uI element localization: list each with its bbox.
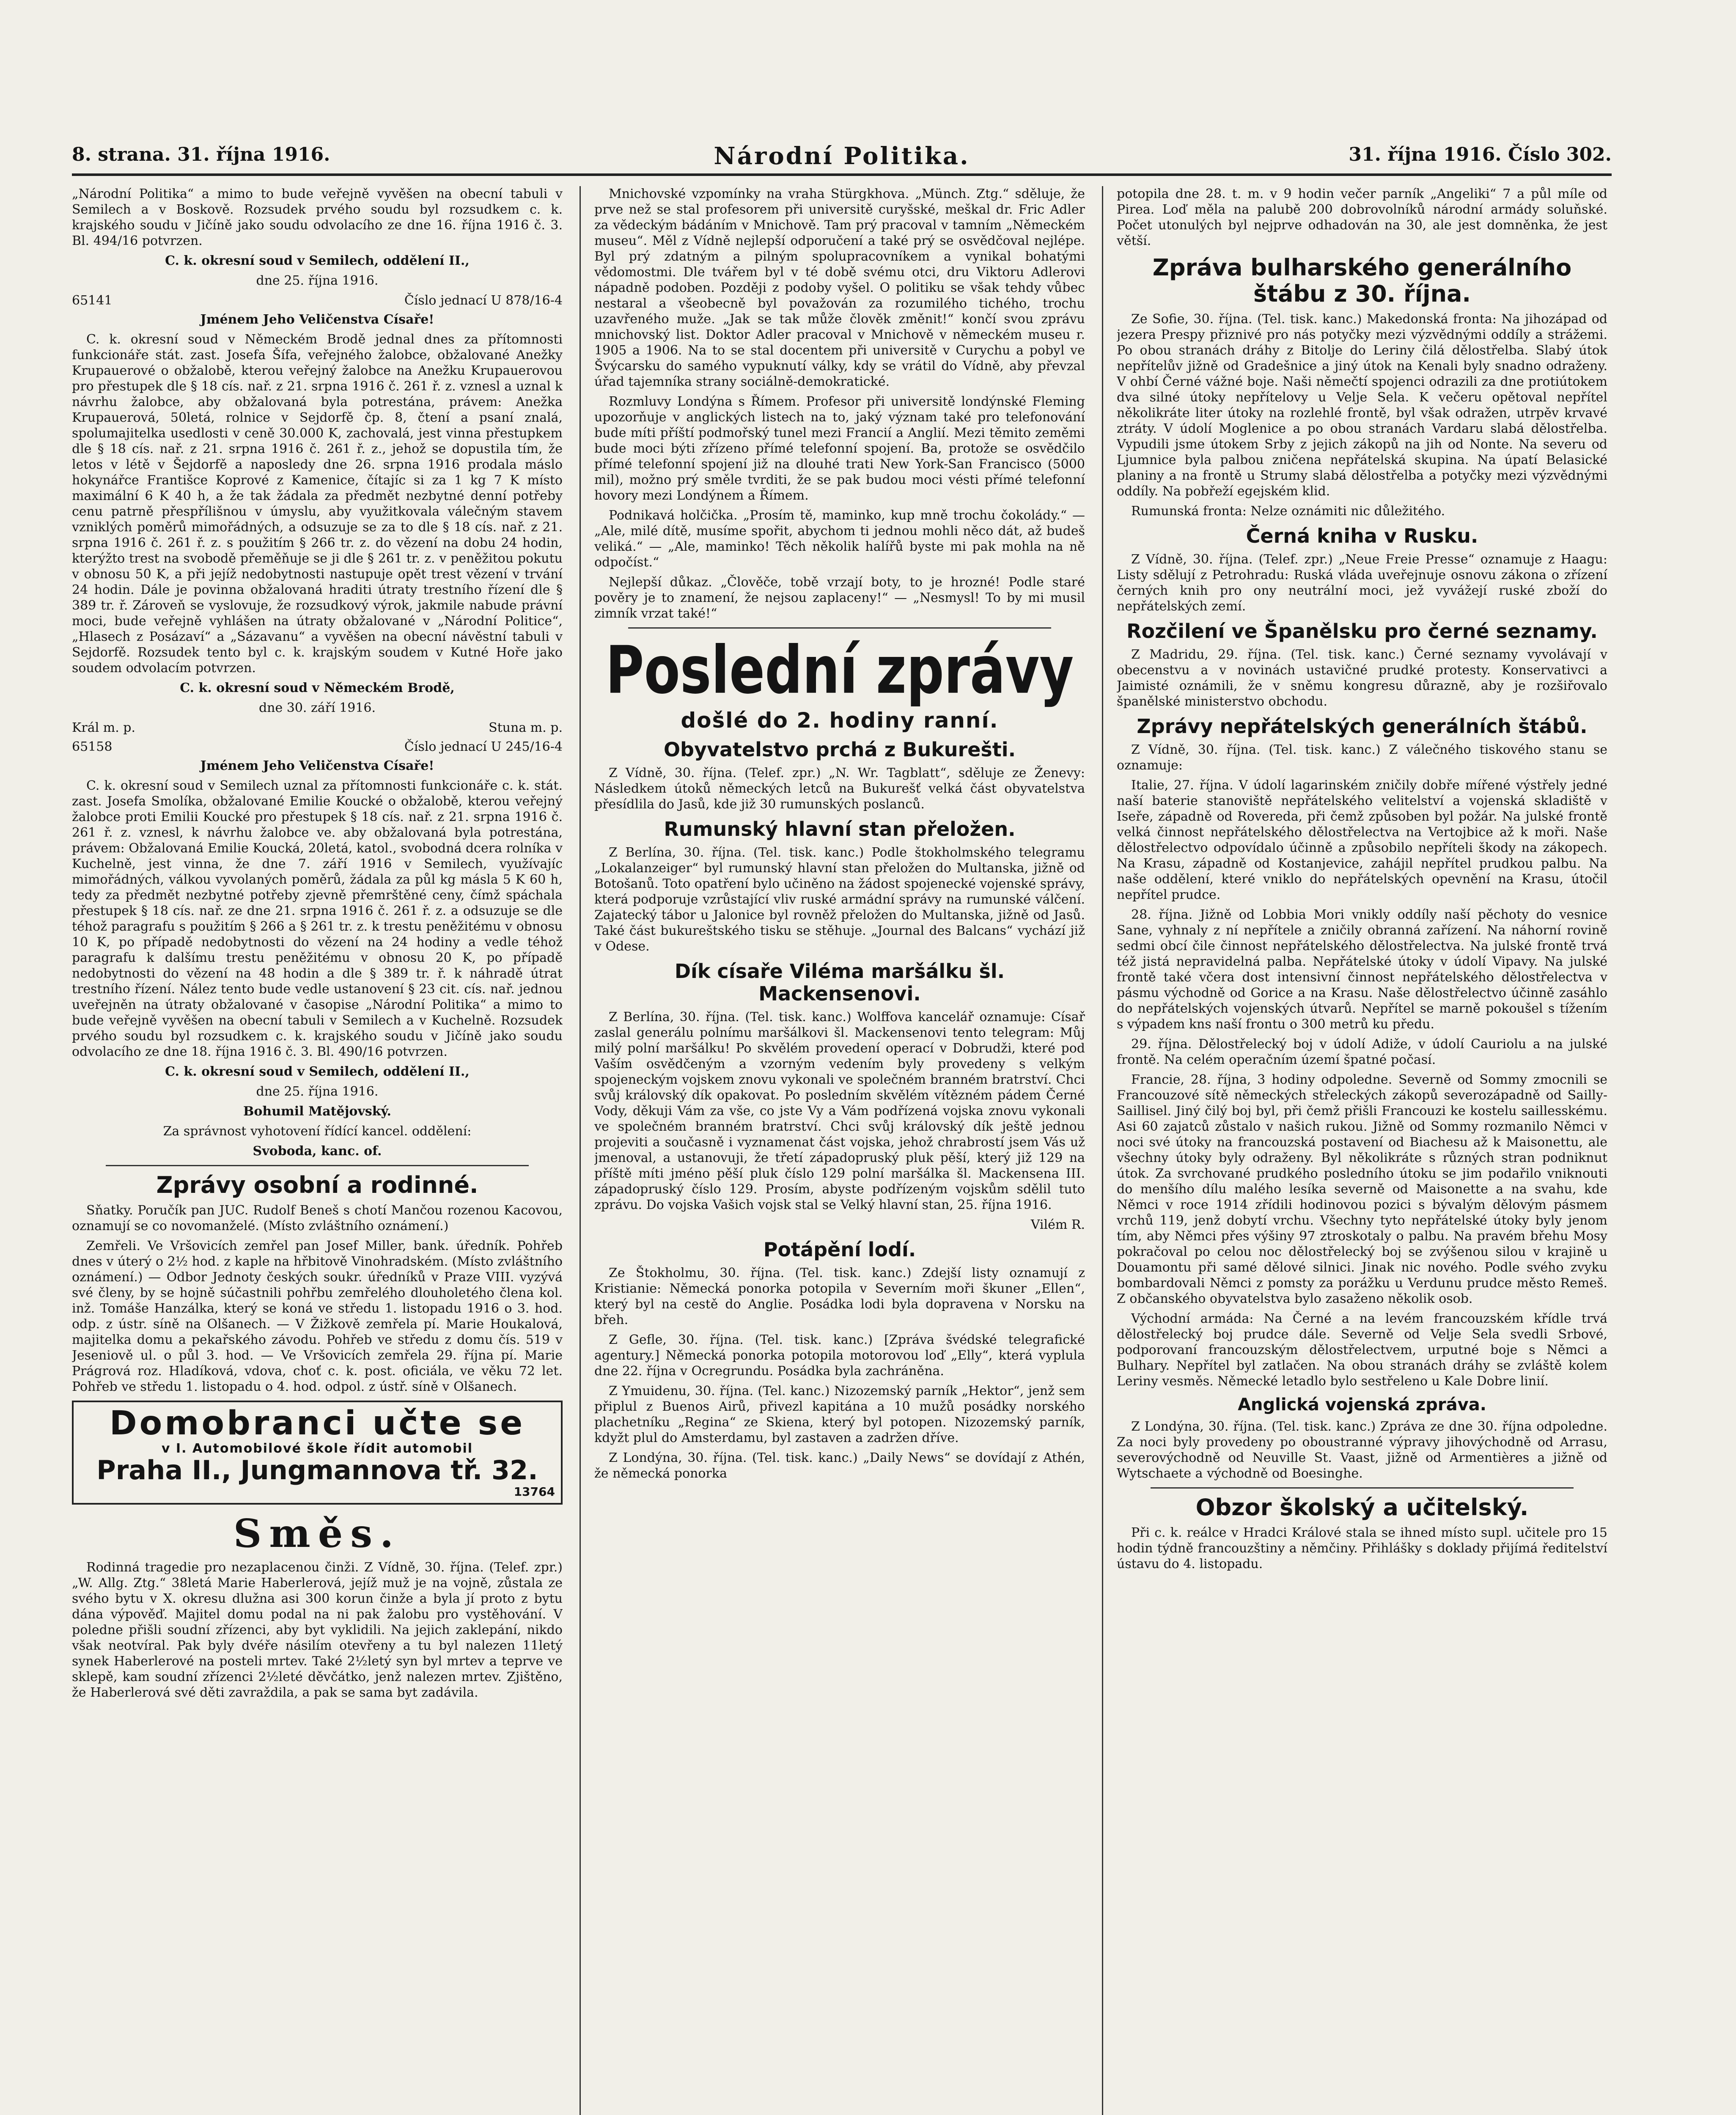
section-heading: Obzor školský a učitelský. <box>1195 1494 1529 1521</box>
article-paragraph: Z Ymuidenu, 30. října. (Tel. kanc.) Nizozemský parník „Hektor“, jenž sem připlul z Buenos Airů, přivezl kapitána a 10 mužů posádky norského plachetníku „Regina“ ze Skiena, který byl potopen. Nizozemský parník, kdyžt plul do Amsterdamu, byl zastaven a zadržen dříve. <box>594 1383 1085 1445</box>
article-paragraph: Při c. k. reálce v Hradci Králové stala se ihned místo supl. učitele pro 15 hodin týdně francouzštiny a němčiny. Přihlášky s doklady přijímá ředitelství ústavu do 4. listopadu. <box>1117 1525 1607 1571</box>
case-header <box>72 293 563 308</box>
latest-news-subtitle: došlé do 2. hodiny ranní. <box>681 708 999 733</box>
article-paragraph: 29. října. Dělostřelecký boj v údolí Adiže, v údolí Cauriolu a na julské frontě. Na celém operačním území špatné počasí. <box>1117 1036 1607 1067</box>
article-paragraph: Z Berlína, 30. října. (Tel. tisk. kanc.) Podle štokholmského telegramu „Lokalanzeiger“ byl rumunský hlavní stan přeložen do Multanska, jižně od Botošanů. Toto opatření bylo učiněno na žádost spojenecké vojenské správy, která podporuje vzrůstající vliv ruské armádní správy na rumunské válčení. Zajatecký tábor u Jalonice byl rovněž přeložen do Multanska, jižně od Jasů. Také část bukureštského tisku se stěhuje. „Journal des Balcans“ vychází již v Odese. <box>594 845 1085 954</box>
column-1 <box>72 186 563 2115</box>
signature-name: Bohumil Matějovský. <box>243 1104 391 1119</box>
latest-news-banner: Poslední zprávy <box>605 632 1074 709</box>
article-paragraph: Z Londýna, 30. října. (Tel. tisk. kanc.) Zpráva ze dne 30. října odpoledne. Za noci byly provedeny po oboustranné výpravy jihovýchodně od Arrasu, severovýchodně od Neuville St. Vaast, jižně od Armentières a jižně od Wytschaete a východně od Boesinghe. <box>1117 1419 1607 1481</box>
signature-name: Svoboda, kanc. of. <box>253 1144 382 1159</box>
article-paragraph: Ze Štokholmu, 30. října. (Tel. tisk. kanc.) Zdejší listy oznamují z Kristianie: Německá ponorka potopila v Severním moři škuner „Ellen“, který byl na cestě do Anglie. Posádka lodi byla dopravena v Norsku na břeh. <box>594 1265 1085 1327</box>
article-heading: Zpráva bulharského generálního štábu z 30. října. <box>1152 254 1572 308</box>
masthead-title: Národní Politika. <box>714 142 970 170</box>
case-number: Číslo jednací U 878/16-4 <box>404 293 563 308</box>
article-paragraph: C. k. okresní soud v Německém Brodě jednal dnes za přítomnosti funkcionáře stát. zast. Josefa Šífa, veřejného žalobce, obžalované Anežky Krupauerové o obžalobě, kterou veřejný žalobce na Anežku Krupauerovou pro přestupek dle § 18 cís. nař. z 21. srpna 1916 č. 261 ř. z. vznesl a uznal k návrhu žalobce, aby obžalovaná byla potrestána, právem: Anežka Krupauerová, 50letá, rolnice v Sejdorfě čp. 8, čtení a psaní znalá, spolumajitelka usedlosti v ceně 30.000 K, zachovalá, jest vinna přestupkem dle § 18 cís. nař. z 21. srpna 1916 č. 261 ř. z., jehož se dopustila tím, že letos v létě v Šejdorfě a naposledy dne 26. srpna 1916 prodala máslo hokynářce Františce Koprové z Kamenice, čítajíc si za 1 kg 7 K místo maximální 6 K 40 h, a že tak žádala za předmět nezbytné denní potřeby cenu patrně přespřílišnou v úmyslu, aby využitkovala válečným stavem vzniklých poměrů mimořádných, a odsuzuje se za to dle § 18 cís. nař. z 21. srpna 1916 č. 261 ř. z. s použitím § 266 tr. z. do vězení na dobu 24 hodin, kterýžto trest na svobodě přeměňuje se ji dle § 261 tr. z. v peněžitou pokutu v obnosu 50 K, a při jejíž nedobytnosti nastupuje opět trest vězení v trvání 24 hodin. Dále je povinna obžalovaná hraditi útraty trestního řízení dle § 389 tr. ř. Zároveň se vyslovuje, že rozsudkový výrok, jakmile nabude právní moci, bude veřejně vyhlášen na útraty obžalované v „Národní Politice“, „Hlasech z Posázaví“ a „Sázavanu“ a vyvěšen na obecní návěstní tabuli v Sejdorfě. Rozsudek tento byl c. k. krajským soudem v Kutné Hoře jako soudem odvolacím potvrzen. <box>72 332 563 676</box>
article-heading: Dík císaře Viléma maršálku šl. Mackensenovi. <box>674 959 1005 1005</box>
page-header <box>72 140 1612 176</box>
article-paragraph: Rumunská fronta: Nelze oznámiti nic důležitého. <box>1131 504 1445 519</box>
signatures <box>72 720 563 736</box>
article-heading: Obyvatelstvo prchá z Bukurešti. <box>663 738 1016 761</box>
verdict-heading: Jménem Jeho Veličenstva Císaře! <box>200 758 434 773</box>
verdict-heading: Jménem Jeho Veličenstva Císaře! <box>200 312 434 327</box>
article-paragraph: Z Vídně, 30. října. (Tel. tisk. kanc.) Z válečného tiskového stanu se oznamuje: <box>1117 742 1607 773</box>
article-paragraph: Zemřeli. Ve Vršovicích zemřel pan Josef Miller, bank. úředník. Pohřeb dnes v úterý o 2½ hod. z kaple na hřbitově Vinohradském. (Místo zvláštního oznámení.) — Odbor Jednoty českých soukr. úředníků v Praze VIII. vyzývá své členy, by se hojně súčastnili pohřbu zemřelého dlouholetého člena kol. inž. Tomáše Hanzálka, který se koná ve středu 1. listopadu 1916 o 3. hod. odp. z ústr. síně na Olšanech. — V Žižkově zemřela pí. Marie Houkalová, majitelka domu a pekařského závodu. Pohřeb ve středu z domu čís. 519 v Jeseniově ul. o půl 3. hod. — Ve Vršovicích zemřela 29. října pí. Marie Prágrová roz. Hladíková, vdova, choť c. k. post. oficiála, ve věku 72 let. Pohřeb ve středu 1. listopadu o 4. hod. odpol. z ústř. síně v Olšanech. <box>72 1239 563 1395</box>
article-paragraph: Z Vídně, 30. října. (Telef. zpr.) „N. Wr. Tagblatt“, sděluje ze Ženevy: Následkem útoků německých letců na Bukurešť velká část obyvatelstva přesídlila do Jasů, kde již 30 rumunských poslanců. <box>594 766 1085 812</box>
signature-right: Stuna m. p. <box>489 720 563 735</box>
date-line: dne 25. října 1916. <box>256 1084 379 1099</box>
court-signature: C. k. okresní soud v Německém Brodě, <box>180 681 455 695</box>
court-signature: C. k. okresní soud v Semilech, oddělení II., <box>165 1064 470 1079</box>
article-heading: Anglická vojenská zpráva. <box>1238 1395 1486 1415</box>
ad-subtitle: v I. Automobilové škole řídit automobil <box>161 1441 473 1456</box>
article-paragraph: Sňatky. Poručík pan JUC. Rudolf Beneš s chotí Mančou rozenou Kacovou, oznamují se co novomanželé. (Místo zvláštního oznámení.) <box>72 1203 563 1234</box>
ad-address: Praha II., Jungmannova tř. 32. <box>96 1454 538 1486</box>
article-paragraph: „Národní Politika“ a mimo to bude veřejně vyvěšen na obecní tabuli v Semilech a v Boskově. Rozsudek prvého soudu byl rozsudkem c. k. krajského soudu v Jičíně jako soudu odvolacího ze dne 16. října 1916 č. 3. Bl. 494/16 potvrzen. <box>72 187 563 248</box>
court-signature: C. k. okresní soud v Semilech, oddělení II., <box>165 253 470 268</box>
article-paragraph: Rodinná tragedie pro nezaplacenou činži. Z Vídně, 30. října. (Telef. zpr.) „W. Allg. Ztg.“ 38letá Marie Haberlerová, jejíž muž je na vojně, zůstala ze svého bytu v X. okresu dlužna asi 300 korun činže a byla jí proto z bytu dána výpověď. Majitel domu podal na ni pak žalobu pro vystěhování. V poledne přišli soudní zřízenci, aby byt vyklidili. Na jejich zaklepání, nikdo však neotvíral. Pak byly dvéře násilím otevřeny a tu byl nalezen 11letý synek Haberlerové na posteli mrtev. Také 2½letý syn byl mrtev a teprve ve sklepě, kam soudní zřízenci 2½leté děvčátko, jenž nalezen mrtev. Zjištěno, že Haberlerová své děti zavraždila, a pak se sama byt zadávila. <box>72 1560 563 1700</box>
article-paragraph: Ze Sofie, 30. října. (Tel. tisk. kanc.) Makedonská fronta: Na jihozápad od jezera Prespy přiznivé pro nás potyčky mezi výzvědnými oddíly a strážemi. Po obou stranách dráhy z Bitolje do Leriny čilá dělostřelba. Slabý útok nepřítelův jižně od Gradešnice a jiný útok na Kenali byly snadno odraženy. V ohbí Černé vážné boje. Naši němečtí spojenci odrazili za dne protiútokem dva silné útoky nepřítelovy u Velje Sela. K večeru opětoval nepřítel několikráte liter útoky na rozlehlé frontě, byl však odražen, utrpěv krvavé ztráty. V údolí Moglenice a po obou stranách Vardaru slabá dělostřelba. Vypudili jsme útokem Srby z jejich zákopů na jih od Nonte. Na severu od Ljumnice byla palbou zničena nepřátelská skupina. Na úpatí Belasické planiny a na frontě u Strumy slabá dělostřelba a potyčky mezi výzvědnými oddíly. Na pobřeží egejském klid. <box>1117 312 1607 499</box>
ad-title: Domobranci učte se <box>109 1404 525 1443</box>
article-paragraph: Rozmluvy Londýna s Římem. Profesor při universitě londýnské Fleming upozorňuje v anglických listech na to, jaký význam také pro telefonování bude míti příští podmořský tunel mezi Francií a Anglií. Mezi těmito zeměmi bude moci býti zřízeno přímé telefonní spojení. Ba, protože se osvědčilo přímé telefonní spojení již na dlouhé trati New York-San Francisco (5000 mil), možno prý směle tvrditi, že se pak budou moci vésti přímé telefonní hovory mezi Londýnem a Římem. <box>594 394 1085 503</box>
column-divider <box>1102 186 1103 2115</box>
correctness-line: Za správnost vyhotovení řídící kancel. oddělení: <box>163 1124 472 1139</box>
article-paragraph: Francie, 28. října, 3 hodiny odpoledne. Severně od Sommy zmocnili se Francouzové sítě německých střeleckých zákopů severozápadně od Sailly-Saillisel. Jiný čilý boj byl, při čemž přišli Francouzi ke kostelu saillesskému. Asi 60 zajatců zůstalo v našich rukou. Jižně od Sommy rozmanilo Němci v noci své útoky na francouzská postavení od Biachesu až k Maisonettu, ale všechny útoky byly odraženy. Byl několikráte s různých stran podniknut útok. Za svrchované prudkého posledního útoku se jim podařilo vniknouti do menšího dílu malého lesíka severně od Maisonette a na svahu, kde Němci v roce 1914 zřídili hodinovou pozici s bývalým dělovým pásmem vrchů 119, jenž dobytí vrchu. Všechny tyto nepřátelské útoky byly jenom tím, aby Němci přes výšiny 97 ztroskotaly o palbu. Na pravém břehu Mosy pokračoval po celou noc dělostřelecký boj se zvýšenou silou v krajině u Douamontu při samé dělové silnici. Jinak nic nového. Podle svého zvyku bombardovali Němci z pomsty za porážku u Verdunu prudce město Remeš. Z občanského obyvatelstva bylo zasaženo několik osob. <box>1117 1072 1607 1306</box>
article-paragraph: Podnikavá holčička. „Prosím tě, maminko, kup mně trochu čokolády.“ — „Ale, milé dítě, musíme spořit, abychom ti jednou mohli něco dát, až budeš veliká.“ — „Ale, maminko! Těch několik halířů byste mi pak mohla na ně odpočíst.“ <box>594 508 1085 570</box>
article-paragraph: 28. října. Jižně od Lobbia Mori vnikly oddíly naší pěchoty do vesnice Sane, vyhnaly z ní nepřítele a zničily obranná zařízení. Na náhorní rovině sedmi obcí čile činnost nepřátelského dělostřelectva. Na julské frontě trvá též jistá nepravidelná palba. Nepřátelské útoky v údolí Vipavy. Na julské frontě také včera dost intensivní činnost nepřátelského dělostřelectva v pásmu východně od Gorice a na Krasu. Naše dělostřelectvo účinně zasáhlo do nepřátelských vojenských útvarů. Nepřítel se marně pokoušel s tížením s výpadem kns naší frontu o 300 metrů ku předu. <box>1117 907 1607 1032</box>
article-paragraph: potopila dne 28. t. m. v 9 hodin večer parník „Angeliki“ 7 a půl míle od Pirea. Loď měla na palubě 200 dobrovolníků národní armády soluňské. Počet utonulých byl nejprve odhadován na 30, ale jest domněnka, že jest větší. <box>1117 187 1607 248</box>
column-divider <box>580 186 581 2115</box>
ad-number: 65158 <box>72 739 113 754</box>
article-paragraph: Východní armáda: Na Černé a na levém francouzském křídle trvá dělostřelecký boj prudce dále. Severně od Velje Sela svedli Srbové, podporovaní francouzským dělostřelectvem, urputné boje s Němci a Bulhary. Nepřítel byl zatlačen. Na obou stranách dráhy se zvláště kolem Leriny vesměs. Německé letadlo bylo sestřeleno u Kale Dobre linií. <box>1117 1311 1607 1389</box>
signature-left: Král m. p. <box>72 720 136 735</box>
article-paragraph: Z Vídně, 30. října. (Telef. zpr.) „Neue Freie Presse“ oznamuje z Haagu: Listy sdělují z Petrohradu: Ruská vláda uveřejnuje osnovu zákona o zřízení černých knih pro ony neutrální moci, jež vyvážejí ruské zboží do nepřátelských zemí. <box>1117 552 1607 614</box>
article-paragraph: C. k. okresní soud v Semilech uznal za přítomnosti funkcionáře c. k. stát. zast. Josefa Smolíka, obžalované Emilie Koucké o obžalobě, kterou veřejný žalobce proti Emilii Koucké pro přestupek § 18 cís. nař. z 21. srpna 1916 č. 261 ř. z. vznesl, k návrhu žalobce ve. aby obžalovaná byla potrestána, právem: Obžalovaná Emilie Koucká, 20letá, katol., svobodná dcera rolníka v Kuchelně, jest vinna, že dne 7. září 1916 v Semilech, využívajíc mimořádných, válkou vyvolaných poměrů, žádala za půl kg másla 5 K 60 h, tedy za předmět nezbytné potřeby zjevně přemrštěné ceny, čímž spáchala přestupek § 18 cís. nař. ze dne 21. srpna 1916 č. 261 ř. z. a odsuzuje se dle téhož paragrafu s použitím § 266 a § 261 tr. z. k trestu peněžitému v obnosu 10 K, po případě nedobytnosti do vězení na 24 hodiny a vedle téhož paragrafu k dalšímu trestu peněžitému v obnosu 20 K, po případě nedobytnosti do vězení na 48 hodin a dle § 389 tr. ř. k náhradě útrat trestního řízení. Nález tento bude vedle ustanovení § 23 cit. cís. nař. jednou uveřejněn na útraty obžalované v časopise „Národní Politika“ a mimo to bude veřejně vyvěšen na obecní tabuli v Semilech a v Kuchelně. Rozsudek prvého soudu byl rozsudkem c. k. krajského soudu v Jičíně jako soudu odvolacího ze dne 18. října 1916 č. 3. Bl. 490/16 potvrzen. <box>72 778 563 1059</box>
case-header <box>72 739 563 755</box>
telegram-signature: Vilém R. <box>1030 1217 1085 1232</box>
article-heading: Zprávy nepřátelských generálních štábů. <box>1137 714 1588 738</box>
advertisement-box <box>72 1401 563 1505</box>
article-heading: Rozčilení ve Španělsku pro černé seznamy. <box>1126 620 1598 643</box>
ad-number: 13764 <box>514 1485 555 1499</box>
section-heading: Zprávy osobní a rodinné. <box>156 1172 478 1198</box>
date-line: dne 30. září 1916. <box>258 700 376 715</box>
section-rule <box>628 627 1051 629</box>
section-rule <box>1151 1487 1574 1489</box>
article-heading: Rumunský hlavní stan přeložen. <box>664 818 1016 841</box>
article-heading: Potápění lodí. <box>763 1238 916 1261</box>
article-paragraph: Z Londýna, 30. října. (Tel. tisk. kanc.) „Daily News“ se dovídají z Athén, že německá ponorka <box>594 1450 1085 1481</box>
header-right: 31. října 1916. Číslo 302. <box>1349 144 1612 165</box>
section-rule <box>106 1165 529 1166</box>
newspaper-page <box>72 140 1612 2115</box>
article-paragraph: Mnichovské vzpomínky na vraha Stürgkhova. „Münch. Ztg.“ sděluje, že prve než se stal profesorem při universitě curyšské, meškal dr. Fric Adler za vědeckým bádáním v Mnichově. Tam prý pracoval v tamním „Německém museu“. Měl z Vídně nejlepší odporučení a také prý se osvědčoval nejlépe. Byl prý zdatným a pilným spolupracovníkem a vynikal bohatými vědomostmi. Dle tvářem byl v té době svému otci, dru Viktoru Adlerovi nápadně podoben. Později z podoby vyšel. O politiku se však tehdy vůbec nestaral a všeobecně byl považován za rozumilého tichého, trochu uzavřeného muže. „Jak se tak může člověk změnit!“ končí svou zprávu mnichovský list. Doktor Adler pracoval v Mnichově v německém museu r. 1905 a 1906. Na to se stal docentem při universitě v Curychu a pobyl ve Švýcarsku do samého vypuknutí války, kdy se vrátil do Vídně, aby převzal úřad tajemníka strany sociálně-demokratické. <box>594 187 1085 389</box>
case-number: Číslo jednací U 245/16-4 <box>404 739 563 754</box>
column-3 <box>1117 186 1607 2115</box>
article-heading: Černá kniha v Rusku. <box>1246 525 1478 548</box>
article-paragraph: Nejlepší důkaz. „Člověče, tobě vrzají boty, to je hrozné! Podle staré pověry je to znamení, že nejsou zaplaceny!“ — „Nesmysl! To by mi musil zimník vrzat také!“ <box>594 575 1085 621</box>
date-line: dne 25. října 1916. <box>256 273 379 288</box>
article-paragraph: Z Madridu, 29. října. (Tel. tisk. kanc.) Černé seznamy vyvolávají v obecenstvu a v novinách ustavičné prudké protesty. Konservativci a Jaimisté oznámili, že v sněmu kongresu důrazně, aby je rozšiřovalo španělské ministerstvo obchodu. <box>1117 647 1607 709</box>
article-paragraph: Italie, 27. října. V údolí lagarinském zničily dobře mířené výstřely jedné naší baterie stanoviště nepřátelského velitelství a vojenská skladiště v Iseře, západně od Rovereda, při čemž způsoben byl požár. Na julské frontě velká činnost nepřátelského dělostřelectva na Vertojbice až k moři. Naše dělostřelectvo odpovídalo účinně a způsobilo nepříteli škody na zákopech. Na Krasu, západně od Kostanjevice, zahájil nepřítel prudkou palbu. Na naše oddělení, které vniklo do nepřátelských opevnění na Krasu, útočil nepřítel prudce. <box>1117 777 1607 902</box>
section-heading: Směs. <box>233 1511 401 1557</box>
ad-number: 65141 <box>72 293 113 308</box>
header-left: 8. strana. 31. října 1916. <box>72 144 330 165</box>
article-paragraph: Z Gefle, 30. října. (Tel. tisk. kanc.) [Zpráva švédské telegrafické agentury.] Německá ponorka potopila motorovou loď „Elly“, která vyplula dne 22. října v Ocregrundu. Posádka byla zachráněna. <box>594 1332 1085 1379</box>
article-paragraph: Z Berlína, 30. října. (Tel. tisk. kanc.) Wolffova kancelář oznamuje: Císař zaslal generálu polnímu maršálkovi šl. Mackensenovi tento telegram: Můj milý polní maršálku! Po skvělém provedení operací v Dobrudži, které pod Vaším osvědčeným a vzorným vedením byly provedeny s velkým spojeneckým vojskem znovu vykonali ve společném branném bratrství. Chci svůj královský dík opakovat. Po posledním skvělém vítězném pádem Černé Vody, děkuji Vám za vše, co jste Vy a Vám podřízená vojska znovu vykonali ve společném branném bratrství. Chci svůj královský dík ještě jednou projeviti a současně i vyznamenat část vojska, jehož chrabrostí jsem Vás už jmenoval, a ustanovuji, že třetí západopruský pluk pěší, který již 129 na příště míti jméno pěší pluk číslo 129 polní maršálka šl. Mackensena III. západopruský číslo 129. Prosím, abyste podřízeným vojskům sdělil tuto zprávu. Do vojska Vašich vojsk stal se Velký hlavní stan, 25. října 1916. <box>594 1009 1085 1212</box>
column-2 <box>594 186 1085 2115</box>
